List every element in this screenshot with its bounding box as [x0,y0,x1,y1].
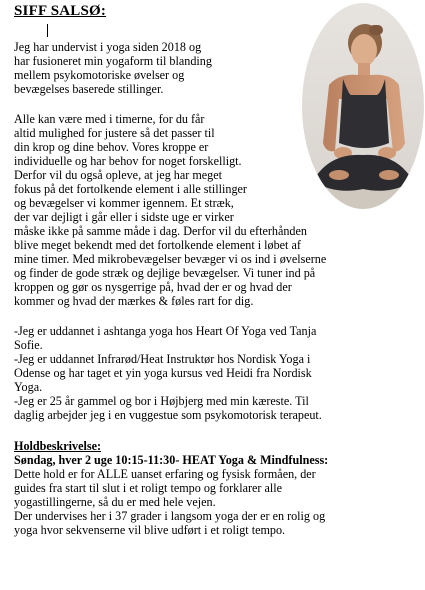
bio-line: Yoga. [14,380,43,394]
intro-line: bevægelses baserede stillinger. [14,82,164,96]
intro-line: har fusioneret min yogaform til blanding [14,54,212,68]
bio-line: -Jeg er 25 år gammel og bor i Højbjerg med min kæreste. Til [14,394,309,408]
bio-line: Odense og har taget et yin yoga kursus ved Heidi fra Nordisk [14,366,312,380]
session-desc-line: guides fra start til slut i et roligt tempo og forklarer alle [14,481,283,495]
bio-line: -Jeg er uddannet i ashtanga yoga hos Heart Of Yoga ved Tanja [14,324,317,338]
session-desc-line: Dette hold er for ALLE uanset erfaring og fysisk formåen, der [14,467,316,481]
paragraph-line: din krop og dine behov. Vores kroppe er [14,140,209,154]
paragraph-line: mine timer. Med mikrobevægelser bevæger vi os ind i øvelserne [14,252,327,266]
paragraph-line: kommer og hvad der mærkes & føles rart for dig. [14,294,254,308]
session-desc-line: yoga hvor sekvenserne vil blive udført i et roligt tempo. [14,523,286,537]
paragraph-line: kroppen og gør os nysgerrige på, hvad der er og hvad der [14,280,292,294]
bio-line: daglig arbejder jeg i en vuggestue som psykomotorisk terapeut. [14,408,322,422]
bio-line: Sofie. [14,338,43,352]
intro-line: Jeg har undervist i yoga siden 2018 og [14,40,202,54]
session-heading: Søndag, hver 2 uge 10:15-11:30- HEAT Yoga & Mindfulness: [14,453,329,467]
text-cursor [47,24,48,37]
paragraph-line: individuelle og har behov for noget forskelligt. [14,154,242,168]
paragraph-line: Alle kan være med i timerne, for du får [14,112,205,126]
paragraph-line: blive meget bekendt med det fortolkende element i løbet af [14,238,301,252]
paragraph-line: fokus på det fortolkende element i alle stillinger [14,182,247,196]
paragraph-line: der var dejligt i går eller i sidste uge er virker [14,210,234,224]
paragraph-line: Derfor vil du også opleve, at jeg har meget [14,168,223,182]
paragraph-line: og bevægelser vi kommer igennem. Et stræk, [14,196,234,210]
session-desc-line: yogastillingerne, så du er med hele vejen. [14,495,216,509]
paragraph-line: og finder de gode stræk og dejlige bevægelser. Vi tuner ind på [14,266,316,280]
instructor-name-heading: SIFF SALSØ: [14,3,107,19]
paragraph-line: måske ikke på samme måde i dag. Derfor vil du efterhånden [14,224,307,238]
bio-line: -Jeg er uddannet Infrarød/Heat Instruktør hos Nordisk Yoga i [14,352,311,366]
intro-line: mellem psykomotoriske øvelser og [14,68,185,82]
paragraph-line: altid mulighed for justere så det passer til [14,126,215,140]
session-desc-line: Der undervises her i 37 grader i langsom yoga der er en rolig og [14,509,326,523]
holdbeskrivelse-heading: Holdbeskrivelse: [14,439,102,453]
instructor-photo [299,3,425,211]
